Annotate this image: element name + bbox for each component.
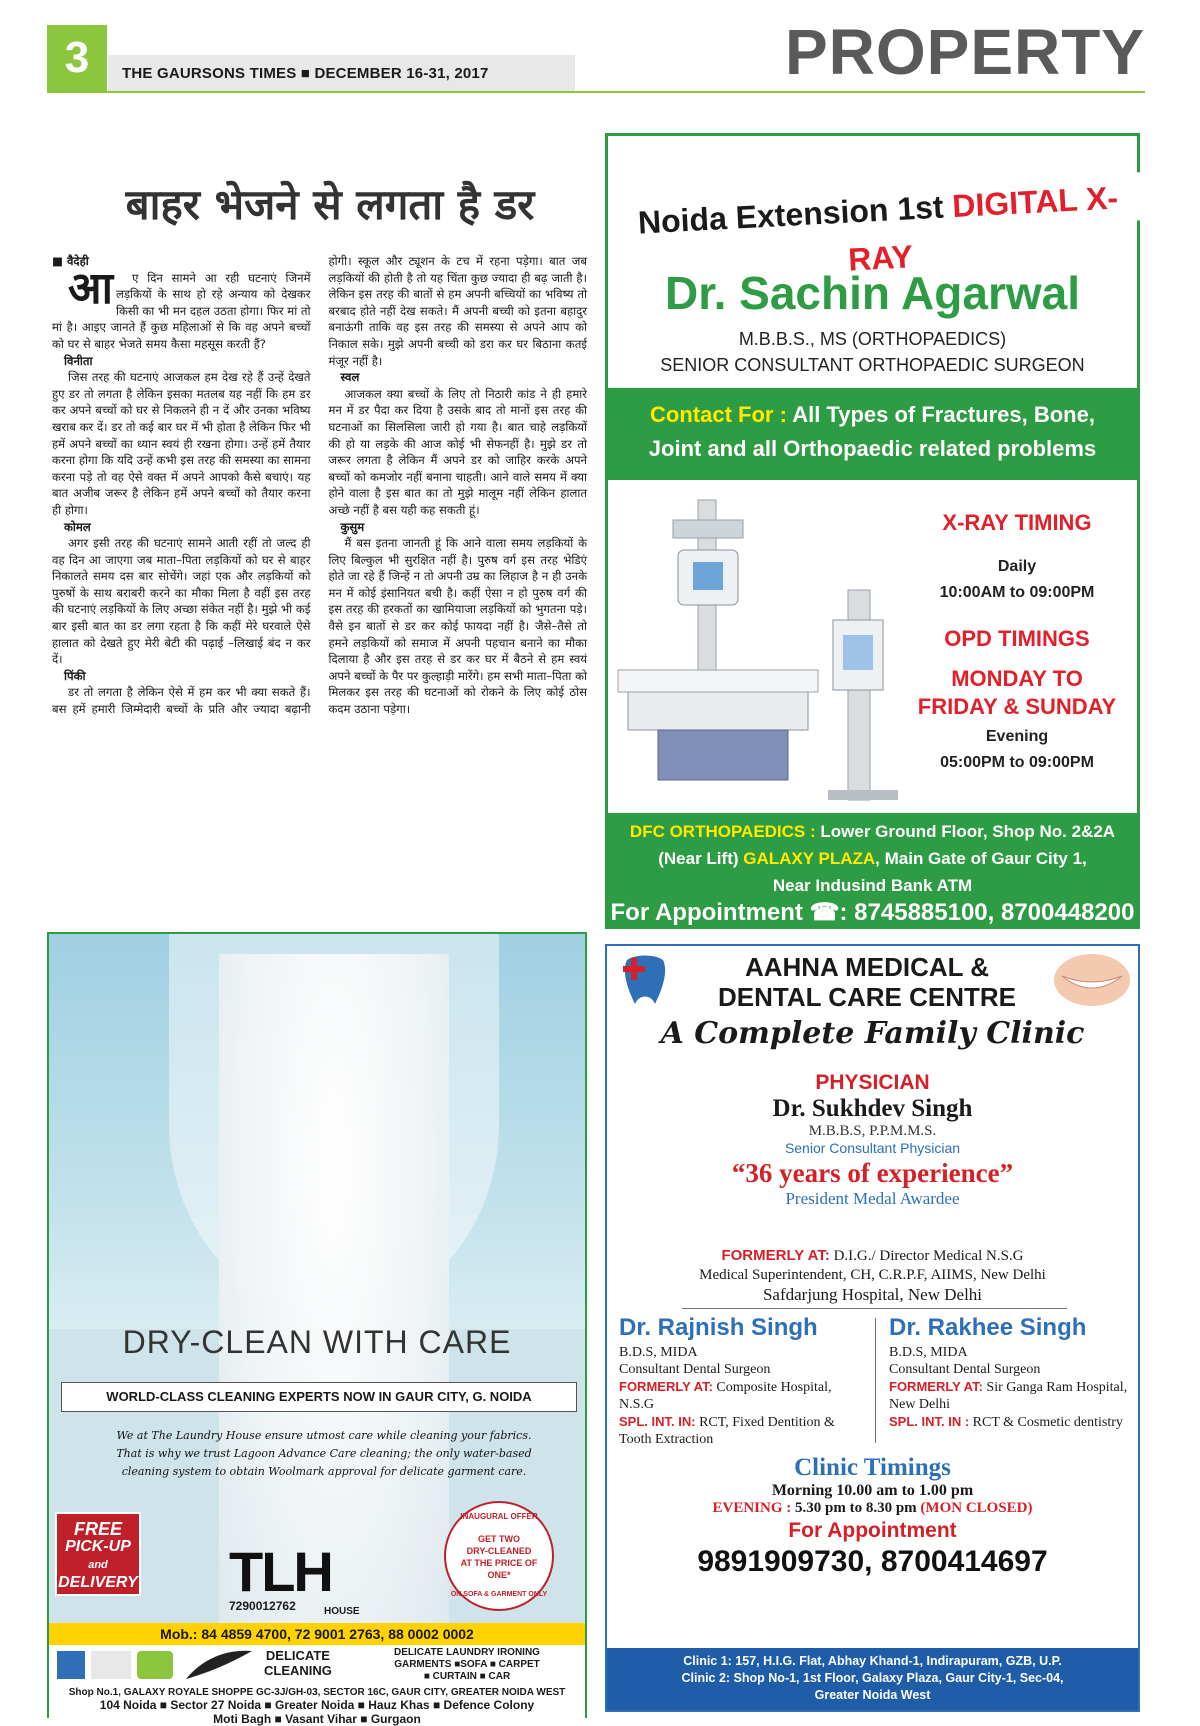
inaugural-offer-seal: INAUGURAL OFFER GET TWO DRY-CLEANED AT THE PRICE OF ONE* ON SOFA & GARMENT ONLY bbox=[444, 1501, 554, 1611]
opd-hours: 05:00PM to 09:00PM bbox=[940, 754, 1094, 771]
article-paragraph-1: जिस तरह की घटनाएं आजकल हम देख रहे हैं उन्हें देखते हुए डर तो लगता है लेकिन इसका मतलब यह नहीं कि हम डर कर अपने बच्चों को घर से निकलने ही न दें और उनका भविष्य खराब कर दें। डर तो कई बार घर में भी होता है लेकिन फिर भी हमें अपने बच्चों का ध्यान स्वयं ही रखना होगा। उन्हें हमें तैयार करना होगा कि यदि उन्हें कभी इस तरह की समस्या का सामना करना पड़े तो वह ऐसे वक्त में अपने आपको कैसे बचाएं। यह बात अजीब जरूर है लेकिन हमें अपने बच्चों को तैयार करना ही होगा। bbox=[52, 370, 311, 517]
dentist-rakhee: Dr. Rakhee Singh B.D.S, MIDA Consultant Dental Surgeon FORMERLY AT: Sir Ganga Ram Hospital, New Delhi SPL. INT. IN : RCT & Cosmetic dentistry bbox=[889, 1314, 1128, 1430]
dentist-rajnish: Dr. Rajnish Singh B.D.S, MIDA Consultant Dental Surgeon FORMERLY AT: Composite Hospital, N.S.G SPL. INT. IN: RCT, Fixed Dentition & Tooth Extraction bbox=[619, 1314, 835, 1447]
physician-degree: M.B.B.S, P.P.M.M.S. bbox=[808, 1123, 937, 1139]
xray-timing-label: X-RAY TIMING bbox=[942, 510, 1092, 535]
article-headline: बाहर भेजने से लगता है डर bbox=[125, 180, 535, 229]
opd-timing-label: OPD TIMINGS bbox=[944, 626, 1090, 651]
laundry-mobile-numbers: Mob.: 84 4859 4700, 72 9001 2763, 88 0002 0002 bbox=[49, 1623, 585, 1645]
article-paragraph-4: आजकल क्या बच्चों के लिए तो निठारी कांड ने ही हमारे मन में डर पैदा कर दिया है उसके बाद तो मानों इस तरह की घटनाओं का सिलसिला जारी हो गया है। बात चाहे लड़कियों की हो या लड़के की आज कोई भी सेफनहीं है। मुझे डर तो जरूर लगता है लेकिन मैं अपने डर को जाहिर करके अपने बच्चों को कमजोर नहीं बनाना चाहती। आने वाले समय में क्या होने वाला है इस बात का तो मुझे मालूम नहीं लेकिन हालात अच्छे नहीं है बस यही कह सकती हूं। bbox=[328, 386, 587, 517]
laundry-address: Shop No.1, GALAXY ROYALE SHOPPE GC-3J/GH-03, SECTOR 16C, GAUR CITY, GREATER NOIDA WEST 104 Noida ■ Sector 27 Noida ■ Greater Noida ■ Hauz Khas ■ Defence Colony Moti Bagh ■ Vasant Vihar ■ Gurgaon bbox=[49, 1685, 585, 1720]
article-paragraph-5: मैं बस इतना जानती हूं कि आने वाला समय लड़कियों के लिए बिल्कुल भी सुरक्षित नहीं है। पुरुष वर्ग इस तरह भेडिएं होते जा रहे हैं जिन्हें न तो अपनी उम्र का लिहाज है न ही उनके मन में कोई इंसानियत बची है। कहीं ऐसा न हो पुरुष वर्ग की इस तरह की हरकतों का खामियाजा लड़कियों को भुगतना पड़े। वैसे इन बातों से डर कर कोई फायदा नहीं है। जैसे–तैसे तो हमने लड़कियों को समाज में अपनी पहचान बनाने का मौका दिलाया है और इस तरह से डर कर घर में बैठने से हम स्वयं अपने बच्चों के पैर पर कुल्हाड़ी मारेंगे। हम सभी माता–पिता को मिलकर इस तरह की घटनाओं को रोकने के लिए कोई ठोस कदम उठाना पड़ेगा। bbox=[328, 536, 587, 717]
laundry-ad bbox=[47, 932, 587, 1726]
doctor-name: Dr. Sachin Agarwal bbox=[665, 267, 1080, 319]
section-title: PROPERTY bbox=[784, 16, 1145, 88]
xray-machine-image bbox=[618, 490, 908, 810]
physician-label: PHYSICIAN bbox=[815, 1071, 930, 1094]
logo-phone: 7290012762 bbox=[229, 1599, 296, 1613]
laundry-intro: We at The Laundry House ensure utmost care while cleaning your fabrics. That is why we trust Lagoon Advance Care cleaning; the only water-based cleaning system to obtain Woolmark approval for delicate garment care. bbox=[116, 1429, 532, 1478]
dental-clinic-logo bbox=[615, 952, 675, 1008]
smile-image bbox=[1052, 948, 1132, 1010]
laundry-subheadline: WORLD-CLASS CLEANING EXPERTS NOW IN GAUR CITY, G. NOIDA bbox=[61, 1382, 577, 1412]
dental-addresses: Clinic 1: 157, H.I.G. Flat, Abhay Khand-1, Indirapuram, GZB, U.P. Clinic 2: Shop No-1, 1st Floor, Galaxy Plaza, Gaur City-1, Sec-04, Greater Noida West bbox=[607, 1648, 1138, 1710]
medal-award: President Medal Awardee bbox=[785, 1189, 960, 1208]
clinic-timings-label: Clinic Timings bbox=[794, 1454, 951, 1481]
header-divider bbox=[47, 91, 1145, 93]
bride-photo bbox=[49, 934, 585, 1329]
opd-days: MONDAY TO bbox=[951, 666, 1083, 691]
morning-hours: Morning 10.00 am to 1.00 pm bbox=[771, 1482, 974, 1499]
xray-days: Daily bbox=[997, 558, 1037, 575]
woolmark-logos bbox=[57, 1647, 177, 1683]
article-paragraph-3: डर तो लगता है लेकिन ऐसे में हम कर भी क्या सकते हैं। बस हमें हमारी जिम्मेदारी बच्चों के प्रति और ज्यादा बढ़ानी होगी। स्कूल और ट्यूशन के टच में रहना पड़ेगा। बात जब लड़कियों की होती है तो यह चिंता कुछ ज्यादा ही बढ़ जाती है। लेकिन इस तरह की बातों से हम अपनी बच्चियों का भविष्य तो बरबाद होते नहीं देख सकते। मैं अपनी बच्ची को इतना बहादुर बनाऊंगी ताकि वह इस तरह की समस्या से अपने आप को निकाल सके। मुझे अपनी बच्ची को डरा कर घर बिठाना कतई मंजूर नहीं है। bbox=[52, 254, 587, 717]
timings-panel bbox=[902, 502, 1132, 776]
opd-days: FRIDAY & SUNDAY bbox=[917, 694, 1117, 719]
physician-title: Senior Consultant Physician bbox=[784, 1140, 961, 1156]
article-body bbox=[52, 253, 587, 903]
interviewee-name: पिंकी bbox=[64, 668, 86, 683]
evening-hours: EVENING : 5.30 pm to 8.30 pm (MON CLOSED) bbox=[712, 1500, 1033, 1516]
article-paragraph-0: आ ए दिन सामने आ रही घटनाएं जिनमें लड़कियों के साथ हो रहे अन्याय को देखकर किसी का भी मन दहल उठता होगा। फिर मां तो मां है। आइए जानते हैं कुछ महिलाओं से कि वह अपने बच्चों को घर से बाहर भेजते समय कैसा महसूस करती हैं? bbox=[52, 262, 311, 351]
logo-house: HOUSE bbox=[324, 1606, 360, 1617]
masthead: THE GAURSONS TIMES ■ DECEMBER 16-31, 2017 bbox=[108, 55, 575, 91]
laundry-headline: DRY-CLEAN WITH CARE bbox=[122, 1324, 512, 1360]
xray-tagline: Noida Extension 1st DIGITAL X-RAY bbox=[612, 172, 1144, 248]
article-paragraph-2: अगर इसी तरह की घटनाएं सामने आती रहीं तो जल्द ही वह दिन आ जाएगा जब माता–पिता लड़कियों को घर से बाहर निकालते समय दस बार सोचेंगे। जहां एक और लड़कियों को पुरुषों के साथ बराबरी करने का मौका मिला है वहीं इस तरह की घटनाएं लड़कियों के लिए अच्छा संकेत नहीं है। मुझे भी कई बार इसी बात का डर लगा रहता है कि कहीं मेरे घरवाले ऐसे हालात को देखते हुए मेरी बेटी की पढ़ाई –लिखाई बंद न कर दें। bbox=[52, 536, 311, 667]
physician-section bbox=[607, 1071, 1138, 1209]
clinic-timings bbox=[607, 1454, 1138, 1579]
doctor-credentials: M.B.B.S., MS (ORTHOPAEDICS) SENIOR CONSULTANT ORTHOPAEDIC SURGEON bbox=[660, 329, 1085, 375]
xray-hours: 10:00AM to 09:00PM bbox=[939, 584, 1095, 601]
drop-cap: आ bbox=[68, 262, 113, 314]
page-number: 3 bbox=[47, 25, 107, 91]
orthopaedic-ad bbox=[605, 133, 1140, 929]
interviewee-name: कुसुम bbox=[340, 519, 365, 534]
tlh-logo: TLH bbox=[229, 1540, 332, 1603]
interviewee-name: कोमल bbox=[64, 519, 91, 534]
physician-formerly: FORMERLY AT: D.I.G./ Director Medical N.S.G Medical Superintendent, CH, C.R.P.F, AIIMS, New Delhi Safdarjung Hospital, New Delhi bbox=[699, 1247, 1046, 1304]
dental-clinic-title: AAHNA MEDICAL & DENTAL CARE CENTRE bbox=[717, 952, 1017, 1012]
contact-band: Contact For : All Types of Fractures, Bone, Joint and all Orthopaedic related problems bbox=[608, 388, 1137, 480]
physician-name: Dr. Sukhdev Singh bbox=[772, 1095, 973, 1122]
dental-tagline: A Complete Family Clinic bbox=[660, 1016, 1085, 1051]
laundry-services: DELICATE LAUNDRY IRONING GARMENTS ■SOFA ■ CARPET ■ CURTAIN ■ CAR bbox=[394, 1647, 540, 1682]
appointment-label: For Appointment bbox=[788, 1519, 957, 1542]
appointment-phones: 9891909730, 8700414697 bbox=[697, 1545, 1048, 1578]
dental-ad bbox=[605, 944, 1140, 1712]
article-byline: ■ वैदेही bbox=[52, 254, 89, 268]
interviewee-name: स्वल bbox=[340, 370, 360, 385]
whatsapp-icon: ☎ bbox=[809, 899, 840, 926]
delicate-cleaning-label: DELICATE CLEANING bbox=[264, 1648, 332, 1678]
feather-icon bbox=[184, 1647, 254, 1683]
appointment-line: For Appointment ☎: 8745885100, 8700448200 bbox=[610, 899, 1135, 926]
clinic-address-band: DFC ORTHOPAEDICS : Lower Ground Floor, Shop No. 2&2A (Near Lift) GALAXY PLAZA, Main Gate of Gaur City 1, Near Indusind Bank ATM For Appointment ☎: 8745885100, 8700448200 bbox=[608, 813, 1137, 926]
opd-evening: Evening bbox=[985, 728, 1049, 745]
experience-quote: “36 years of experience” bbox=[731, 1158, 1014, 1188]
free-pickup-badge: FREE PICK-UP and DELIVERY bbox=[55, 1512, 141, 1596]
interviewee-name: विनीता bbox=[64, 353, 93, 368]
